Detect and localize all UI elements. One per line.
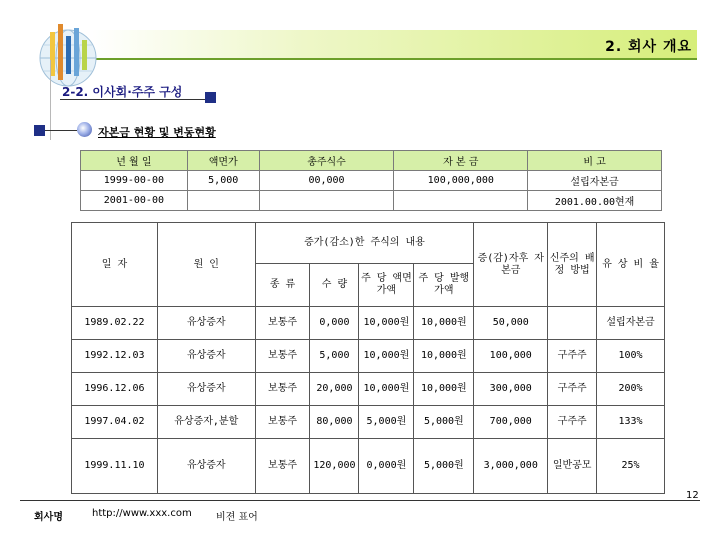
table-cell: 10,000원 <box>359 307 414 340</box>
table-cell: 구주주 <box>548 373 597 406</box>
header-group: 증가(감소)한 주식의 내용 <box>255 223 474 264</box>
header-date: 일 자 <box>72 223 158 307</box>
table-cell: 10,000원 <box>359 373 414 406</box>
table-cell: 2001.00.00현재 <box>528 191 662 211</box>
table-cell: 5,000 <box>310 340 359 373</box>
table-cell: 100,000 <box>474 340 548 373</box>
table-cell: 133% <box>597 406 665 439</box>
table-cell: 20,000 <box>310 373 359 406</box>
table-cell: 10,000원 <box>414 307 474 340</box>
table-cell: 유상증자 <box>157 307 255 340</box>
table-cell: 유상증자 <box>157 340 255 373</box>
table-row <box>81 171 662 191</box>
footer-classification: 비젼 표어 <box>216 512 258 523</box>
footer-url[interactable]: http://www.xxx.com <box>92 508 192 519</box>
header-cell: 총주식수 <box>259 151 394 171</box>
header-rule <box>92 58 697 60</box>
footer-rule <box>20 500 700 501</box>
table-row <box>72 340 665 373</box>
left-vertical-line <box>50 60 51 140</box>
table-cell: 300,000 <box>474 373 548 406</box>
capital-table-header <box>81 151 662 171</box>
table-cell: 1989.02.22 <box>72 307 158 340</box>
subsection-line <box>45 130 77 131</box>
table-cell: 200% <box>597 373 665 406</box>
table-cell: 보통주 <box>255 340 310 373</box>
header-capital: 증(감)자후 자본금 <box>474 223 548 307</box>
table-row <box>72 439 665 494</box>
table-cell: 10,000원 <box>414 373 474 406</box>
table-cell: 일반공모 <box>548 439 597 494</box>
page-number: 12 <box>686 490 699 501</box>
page-title: 2. 회사 개요 <box>605 39 692 55</box>
table-cell: 구주주 <box>548 406 597 439</box>
table-cell: 50,000 <box>474 307 548 340</box>
header-reason: 원 인 <box>157 223 255 307</box>
table-cell: 5,000 <box>187 171 259 191</box>
table-cell: 0,000원 <box>359 439 414 494</box>
header-qty: 수 량 <box>310 264 359 307</box>
subsection-square-icon <box>34 125 45 136</box>
section-underline <box>60 99 205 100</box>
table-cell: 1999-00-00 <box>81 171 188 191</box>
table-cell: 보통주 <box>255 373 310 406</box>
table-cell <box>394 191 528 211</box>
header-par: 주 당 액면가액 <box>359 264 414 307</box>
table-cell: 5,000원 <box>414 406 474 439</box>
table-cell: 유상증자 <box>157 439 255 494</box>
table-cell: 100% <box>597 340 665 373</box>
table-cell: 25% <box>597 439 665 494</box>
table-cell: 구주주 <box>548 340 597 373</box>
table-cell <box>548 307 597 340</box>
header-newshare: 신주의 배정 방법 <box>548 223 597 307</box>
header-cell: 액면가 <box>187 151 259 171</box>
subsection-title: 자본금 현황 및 변동현황 <box>98 126 216 139</box>
table-cell: 10,000원 <box>414 340 474 373</box>
header-cell: 년 월 일 <box>81 151 188 171</box>
table-cell: 보통주 <box>255 307 310 340</box>
table-cell: 설립자본금 <box>597 307 665 340</box>
table-cell: 보통주 <box>255 439 310 494</box>
table-cell: 700,000 <box>474 406 548 439</box>
table-row <box>81 191 662 211</box>
table-cell: 1999.11.10 <box>72 439 158 494</box>
table-cell: 00,000 <box>259 171 394 191</box>
capital-table <box>80 150 662 211</box>
table-cell <box>259 191 394 211</box>
header-cell: 비 고 <box>528 151 662 171</box>
header-rate: 유 상 비 율 <box>597 223 665 307</box>
table-cell: 유상증자 <box>157 373 255 406</box>
table-cell: 1996.12.06 <box>72 373 158 406</box>
table-cell: 설립자본금 <box>528 171 662 191</box>
header-cell: 자 본 금 <box>394 151 528 171</box>
bullet-circle-icon <box>77 122 92 137</box>
table-cell: 1992.12.03 <box>72 340 158 373</box>
table-row <box>72 406 665 439</box>
table-cell: 유상증자,분할 <box>157 406 255 439</box>
header-kind: 종 류 <box>255 264 310 307</box>
footer-company: 회사명 <box>34 512 63 523</box>
table-cell: 보통주 <box>255 406 310 439</box>
table-cell <box>187 191 259 211</box>
section-title: 2-2. 이사회·주주 구성 <box>62 85 183 99</box>
capital-history-table <box>71 222 665 494</box>
table-cell: 3,000,000 <box>474 439 548 494</box>
table-cell: 120,000 <box>310 439 359 494</box>
table-row <box>72 373 665 406</box>
history-header-row <box>72 223 665 264</box>
table-cell: 2001-00-00 <box>81 191 188 211</box>
table-cell: 5,000원 <box>359 406 414 439</box>
table-cell: 1997.04.02 <box>72 406 158 439</box>
table-row <box>72 307 665 340</box>
header-issue: 주 당 발행가액 <box>414 264 474 307</box>
section-square-icon <box>205 92 216 103</box>
table-cell: 10,000원 <box>359 340 414 373</box>
table-cell: 100,000,000 <box>394 171 528 191</box>
table-cell: 80,000 <box>310 406 359 439</box>
table-cell: 5,000원 <box>414 439 474 494</box>
table-cell: 0,000 <box>310 307 359 340</box>
